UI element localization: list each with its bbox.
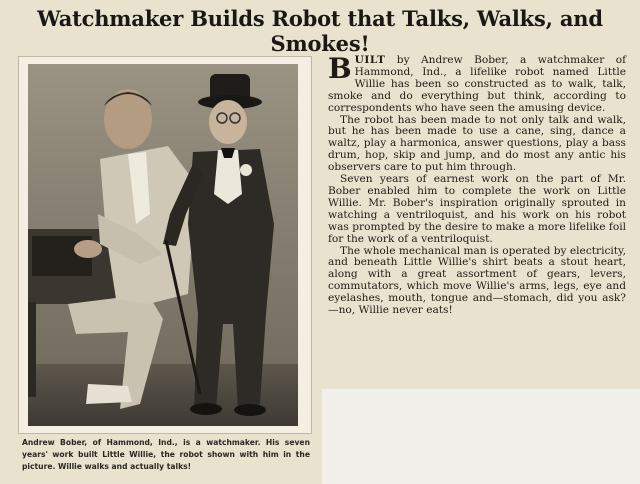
drop-cap: B <box>328 52 352 85</box>
article-paragraph-2: The robot has been made to not only talk and walk, but he has been made to use a cane, sing, dance a waltz, play a harmonica, answer questions, play a bass drum, hop, skip and jump, and do most any antic his observers care to put him through. <box>328 113 626 174</box>
blank-panel <box>322 389 640 484</box>
article-paragraph-4: The whole mechanical man is operated by electricity, and beneath Little Willie's shirt beats a stout heart, along with a great assortment of gears, levers, commutators, which move Willie's arms, legs, eye and eyelashes, mouth, tongue and—stomach, did you ask?—no, Willie never eats! <box>328 244 626 317</box>
photo <box>28 64 298 426</box>
headline: Watchmaker Builds Robot that Talks, Walks, and Smokes! <box>37 6 603 56</box>
first-word: UILT <box>354 54 386 66</box>
article-paragraph-1 <box>328 52 626 115</box>
photo-caption: Andrew Bober, of Hammond, Ind., is a watchmaker. His seven years' work built Little Willie, the robot shown with him in the picture. Willie walks and actually talks! <box>22 438 310 471</box>
photo-illustration <box>28 64 298 426</box>
article-paragraph-3: Seven years of earnest work on the part of Mr. Bober enabled him to complete the work on Little Willie. Mr. Bober's inspiration originally sprouted in watching a ventriloquist, and his work on his robot was prompted by the desire to make a more lifelike foil for the work of a ventriloquist. <box>328 173 626 245</box>
article-body <box>328 52 626 415</box>
paragraph-1-text: by Andrew Bober, a watchmaker of Hammond, Ind., a lifelike robot named Little Willie has been so constructed as to walk, talk, smoke and do everything but think, according to correspondents who have seen the amusing device. <box>328 54 626 114</box>
